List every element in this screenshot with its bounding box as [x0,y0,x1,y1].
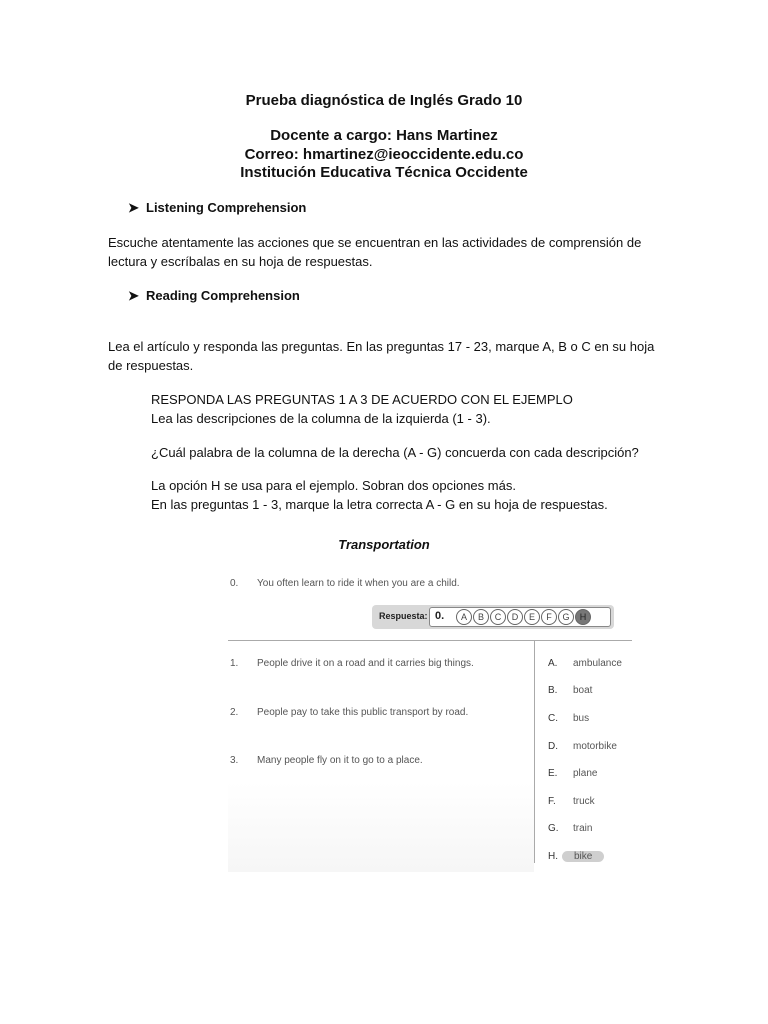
exercise-figure [228,574,632,874]
divider-horizontal [228,640,632,641]
option-letter: G. [548,823,559,834]
option-letter: C. [548,713,558,724]
answer-bubble-d: D [507,609,523,625]
question-text: Many people fly on it to go to a place. [257,755,423,766]
instructions-line-1: RESPONDA LAS PREGUNTAS 1 A 3 DE ACUERDO CON EL EJEMPLO [151,392,573,407]
answer-box [372,605,614,629]
reading-instructions: Lea el artículo y responda las preguntas. En las preguntas 17 - 23, marque A, B o C en su hoja de respuestas. [108,339,655,373]
teacher-line: Docente a cargo: Hans Martinez [270,127,498,144]
faded-area [228,782,534,872]
reading-heading [128,288,300,304]
reading-heading-text: Reading Comprehension [146,288,300,303]
option-letter: F. [548,796,556,807]
answer-number: 0. [435,610,445,622]
question-text: People drive it on a road and it carries big things. [257,658,474,669]
answer-bubble-h: H [575,609,591,625]
matching-question: ¿Cuál palabra de la columna de la derecha (A - G) concuerda con cada descripción? [151,445,639,460]
example-text: You often learn to ride it when you are a child. [257,578,460,589]
document-title: Prueba diagnóstica de Inglés Grado 10 [245,92,523,109]
option-word-highlighted: bike [562,851,604,862]
option-letter: A. [548,658,558,669]
option-letter: H. [548,851,558,862]
answer-bubble-f: F [541,609,557,625]
answer-sheet [429,607,611,627]
answer-bubble-g: G [558,609,574,625]
option-letter: B. [548,685,558,696]
exercise-instructions [151,390,671,428]
question-number: 2. [230,707,239,718]
instructions-line-2: Lea las descripciones de la columna de la izquierda (1 - 3). [151,411,491,426]
option-word: boat [573,685,593,696]
option-letter: E. [548,768,558,779]
listening-heading-text: Listening Comprehension [146,200,307,215]
question-number: 1. [230,658,239,669]
arrow-bullet-icon: ➤ [128,288,139,303]
divider-vertical [534,641,535,863]
answer-bubble-a: A [456,609,472,625]
institution-line: Institución Educativa Técnica Occidente [240,164,528,181]
email-line: Correo: hmartinez@ieoccidente.edu.co [244,146,524,163]
option-word: ambulance [573,658,622,669]
question-text: People pay to take this public transport by road. [257,707,469,718]
listening-instructions: Escuche atentamente las acciones que se encuentran en las actividades de comprensión de lectura y escríbalas en su hoja de respuestas. [108,235,642,269]
option-word: motorbike [573,741,617,752]
answer-bubbles [456,609,591,625]
answer-bubble-e: E [524,609,540,625]
option-word: train [573,823,593,834]
options-note [151,476,671,514]
arrow-bullet-icon: ➤ [128,200,139,215]
answer-bubble-c: C [490,609,506,625]
option-word: bus [573,713,590,724]
answer-bubble-b: B [473,609,489,625]
exercise-title: Transportation [338,537,430,552]
answer-label: Respuesta: [379,611,428,621]
example-number: 0. [230,578,239,589]
option-word: plane [573,768,598,779]
option-word: truck [573,796,595,807]
question-number: 3. [230,755,239,766]
listening-heading [128,200,306,216]
options-note-line-1: La opción H se usa para el ejemplo. Sobran dos opciones más. [151,478,516,493]
option-letter: D. [548,741,558,752]
options-note-line-2: En las preguntas 1 - 3, marque la letra correcta A - G en su hoja de respuestas. [151,497,608,512]
